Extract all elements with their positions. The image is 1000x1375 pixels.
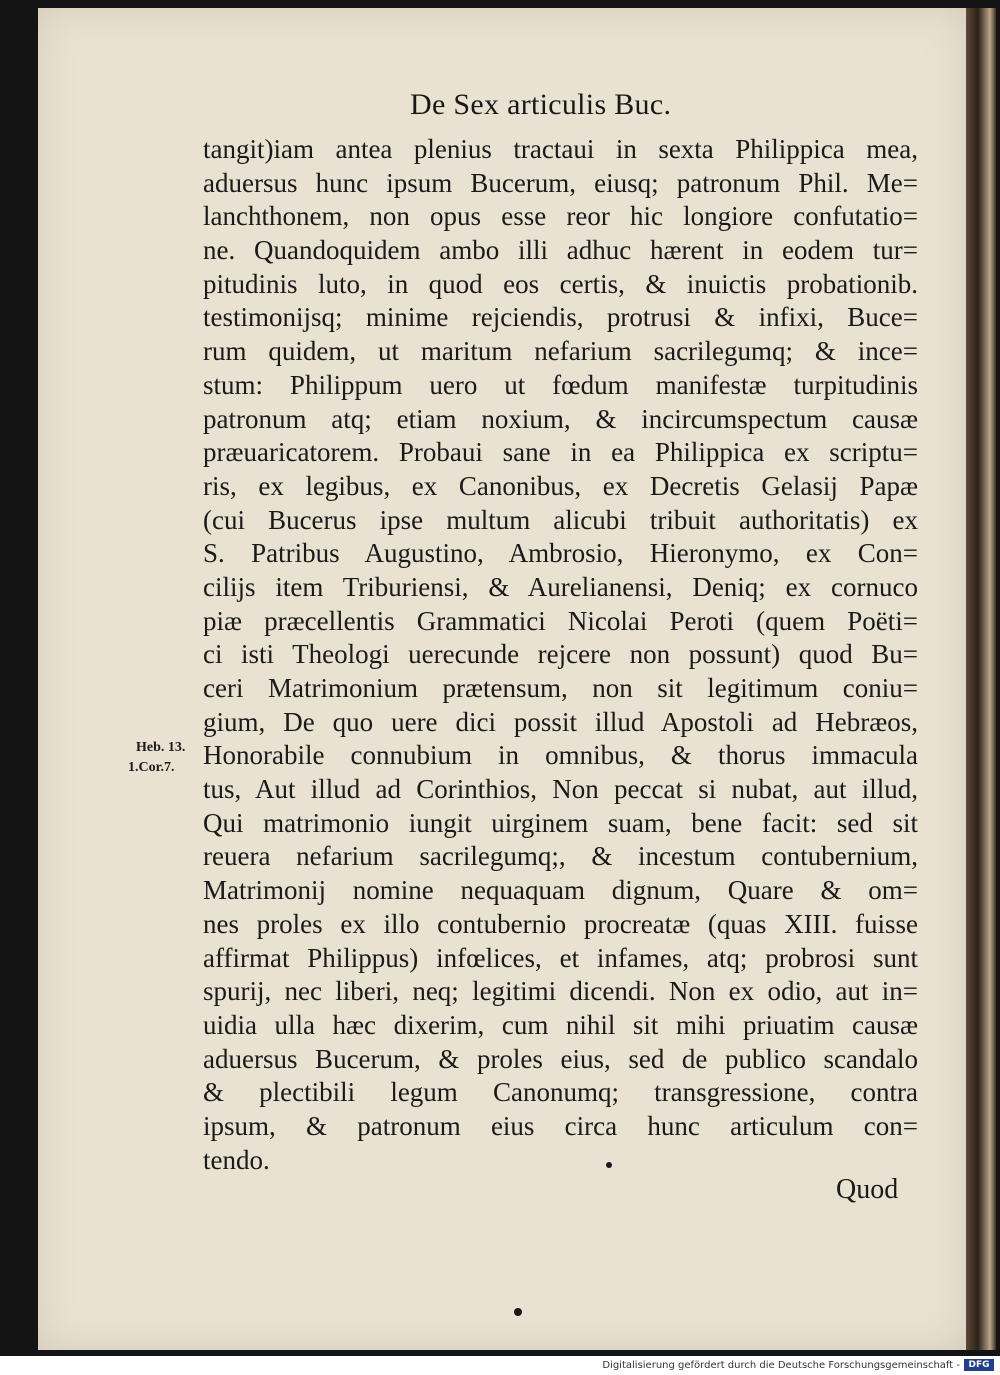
text-line: tus, Aut illud ad Corinthios, Non peccat si nubat, aut illud, [203, 774, 918, 805]
text-line: & plectibili legum Canonumq; transgressione, contra [203, 1077, 918, 1108]
text-line: reuera nefarium sacrilegumq;, & incestum contubernium, [203, 841, 918, 872]
text-line: (cui Bucerus ipse multum alicubi tribuit authoritatis) ex [203, 504, 918, 535]
text-line: aduersus Bucerum, & proles eius, sed de publico scandalo [203, 1043, 918, 1074]
text-line: ris, ex legibus, ex Canonibus, ex Decretis Gelasij Papæ [203, 470, 918, 501]
text-line: ceri Matrimonium prætensum, non sit legitimum coniu= [203, 673, 918, 703]
text-line: Qui matrimonio iungit uirginem suam, bene facit: sed sit [203, 807, 918, 838]
text-line: S. Patribus Augustino, Ambrosio, Hieronymo, ex Con= [203, 538, 918, 569]
text-line: Matrimonij nomine nequaquam dignum, Quare & om= [203, 875, 918, 906]
text-line: lanchthonem, non opus esse reor hic longiore confutatio= [203, 201, 918, 232]
ink-dot [514, 1308, 522, 1316]
text-line: pitudinis luto, in quod eos certis, & inuictis probationib. [203, 268, 918, 299]
catchword: Quod [836, 1174, 899, 1205]
text-line: ipsum, & patronum eius circa hunc articulum con= [203, 1110, 918, 1141]
text-line: piæ præcellentis Grammatici Nicolai Peroti (quem Poëti= [203, 605, 918, 636]
marginal-note: 1.Cor.7. [128, 760, 175, 775]
footer-credit [0, 1356, 1000, 1375]
text-line: testimonijsq; minime rejciendis, protrusi & infixi, Buce= [203, 302, 918, 333]
text-line: nes proles ex illo contubernio procreatæ (quas XIII. fuisse [203, 908, 918, 939]
text-line: Honorabile connubium in omnibus, & thorus immacula [203, 740, 918, 771]
text-line: patronum atq; etiam noxium, & incircumspectum causæ [203, 403, 918, 434]
marginal-note: Heb. 13. [136, 740, 186, 755]
text-line: affirmat Philippus) infœlices, et infames, atq; probrosi sunt [203, 942, 918, 973]
dfg-logo: DFG [964, 1359, 994, 1371]
body-text [203, 133, 918, 1177]
text-line: stum: Philippum uero ut fœdum manifestæ turpitudinis [203, 369, 918, 400]
text-line: spurij, nec liberi, neq; legitimi dicendi. Non ex odio, aut in= [203, 976, 918, 1007]
text-line: ci isti Theologi uerecunde rejcere non possunt) quod Bu= [203, 639, 918, 670]
text-line: tangit)iam antea plenius tractaui in sexta Philippica mea, [203, 134, 918, 164]
text-line: gium, De quo uere dici possit illud Apostoli ad Hebræos, [203, 706, 918, 737]
ink-dot [606, 1162, 612, 1168]
text-line: præuaricatorem. Probaui sane in ea Philippica ex scriptu= [203, 437, 918, 468]
text-line: tendo. [203, 1144, 270, 1175]
text-line: aduersus hunc ipsum Bucerum, eiusq; patronum Phil. Me= [203, 167, 918, 198]
text-line: rum quidem, ut maritum nefarium sacrilegumq; & ince= [203, 336, 918, 367]
text-line: uidia ulla hæc dixerim, cum nihil sit mihi priuatim causæ [203, 1009, 918, 1040]
running-head: De Sex articulis Buc. [410, 88, 672, 121]
book-edge [966, 8, 996, 1350]
funding-credit-text: Digitalisierung gefördert durch die Deutsche Forschungsgemeinschaft - [602, 1360, 960, 1371]
text-line: ne. Quandoquidem ambo illi adhuc hærent in eodem tur= [203, 235, 918, 266]
text-line: cilijs item Triburiensi, & Aurelianensi, Deniq; ex cornuco [203, 571, 918, 602]
